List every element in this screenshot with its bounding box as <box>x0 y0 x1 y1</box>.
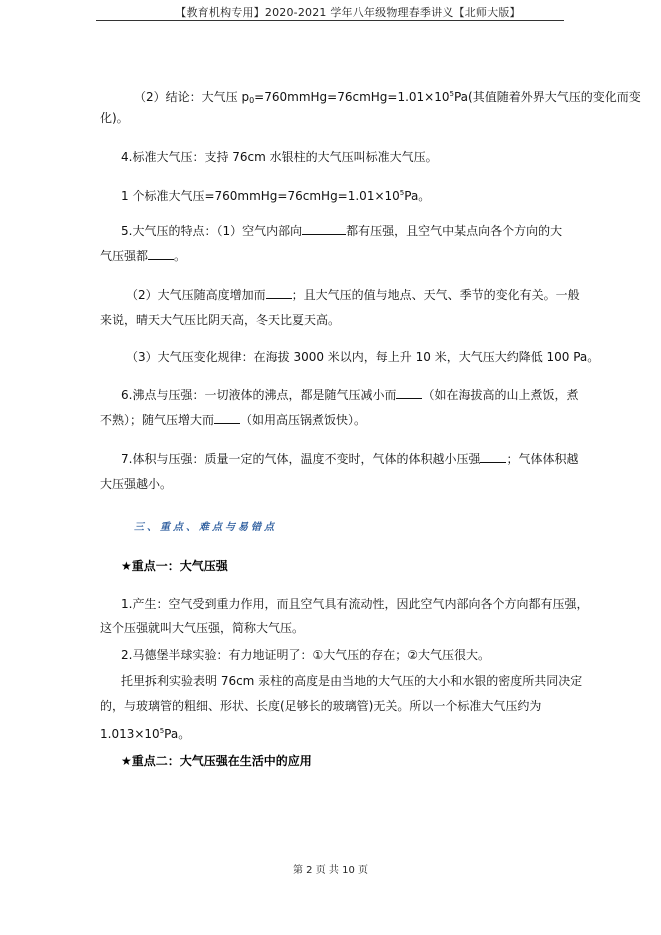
answer-blank[interactable] <box>480 451 506 463</box>
kp1-item-2: 2.马德堡半球实验：有力地证明了：①大气压的存在；②大气压很大。 <box>121 648 490 662</box>
kp1-torricelli-line-3: $1.013\times 10^5Pa$。 <box>100 727 191 741</box>
section-title: 三、重点、难点与易错点 <box>134 522 277 533</box>
volume-line-2: 大压强越小。 <box>100 477 173 491</box>
page-number: 第 2 页 共 10 页 <box>293 865 368 876</box>
boiling-line-2: 不熟）；随气压增大而 （如用高压锅煮饭快）。 <box>100 413 367 427</box>
answer-blank[interactable] <box>148 248 174 260</box>
feature-1-line-2: 气压强都 。 <box>100 249 187 263</box>
conclusion-line-2: 化)。 <box>100 111 129 125</box>
header-divider <box>96 20 564 21</box>
feature-1-line-1: 5.大气压的特点：（1）空气内部向 都有压强，且空气中某点向各个方向的大 <box>121 224 563 238</box>
answer-blank[interactable] <box>214 412 240 424</box>
answer-blank[interactable] <box>266 287 292 299</box>
feature-3: （3）大气压变化规律：在海拔 3000 米以内，每上升 10 米，大气压大约降低 100 Pa。 <box>126 350 600 364</box>
volume-line-1: 7.体积与压强：质量一定的气体，温度不变时，气体的体积越小压强 ；气体体积越 <box>121 452 579 466</box>
keypoint-2-title: ★重点二：大气压强在生活中的应用 <box>121 754 312 768</box>
answer-blank[interactable] <box>302 223 346 235</box>
boiling-line-1: 6.沸点与压强：一切液体的沸点，都是随气压减小而 （如在海拔高的山上煮饭，煮 <box>121 388 579 402</box>
feature-2-line-2: 来说，晴天大气压比阴天高，冬天比夏天高。 <box>100 313 341 327</box>
conclusion-line-1: （2）结论：大气压 $p_0=760mmHg=76cmHg=1.01\times 10^5Pa$(其值随着外界大气压的变化而变 <box>134 90 641 105</box>
answer-blank[interactable] <box>396 387 422 399</box>
kp1-item-1-line-2: 这个压强就叫大气压强，简称大气压。 <box>100 621 305 635</box>
std-pressure-definition: 4.标准大气压：支持 76cm 水银柱的大气压叫标准大气压。 <box>121 150 438 164</box>
kp1-torricelli-line-2: 的，与玻璃管的粗细、形状、长度(足够长的玻璃管)无关。所以一个标准大气压约为 <box>100 699 542 713</box>
std-pressure-value: 1 个标准大气压$=760mmHg=76cmHg=1.01\times 10^5Pa$。 <box>121 189 431 203</box>
kp1-item-1-line-1: 1.产生：空气受到重力作用，而且空气具有流动性，因此空气内部向各个方向都有压强， <box>121 597 589 611</box>
kp1-torricelli-line-1: 托里拆利实验表明 76cm 汞柱的高度是由当地的大气压的大小和水银的密度所共同决定 <box>121 674 583 688</box>
page-header: 【教育机构专用】2020-2021 学年八年级物理春季讲义【北师大版】 <box>175 6 521 19</box>
keypoint-1-title: ★重点一：大气压强 <box>121 559 228 573</box>
feature-2-line-1: （2）大气压随高度增加而 ；且大气压的值与地点、天气、季节的变化有关。一般 <box>126 288 580 302</box>
